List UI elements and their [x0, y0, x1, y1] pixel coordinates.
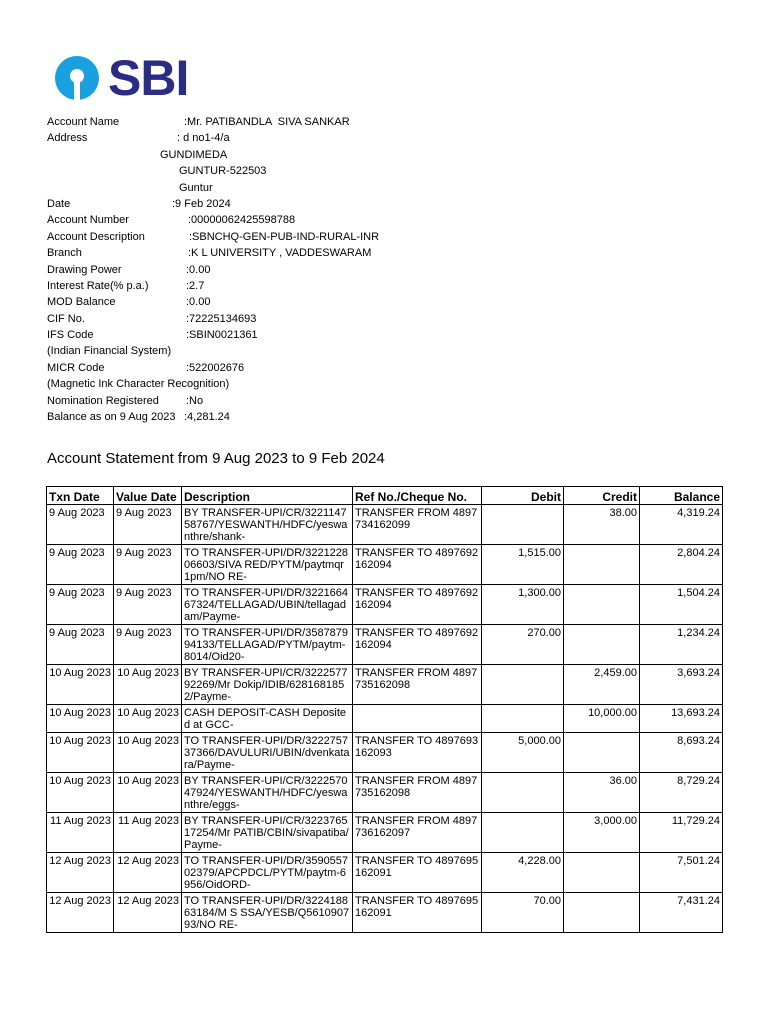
cell-debit: 4,228.00 [482, 853, 564, 893]
info-value: :0.00 [186, 263, 211, 276]
cell-value-date: 10 Aug 2023 [114, 705, 182, 733]
cell-debit [482, 773, 564, 813]
cell-ref-no: TRANSFER FROM 4897734162099 [353, 505, 482, 545]
cell-debit: 5,000.00 [482, 733, 564, 773]
cell-description: TO TRANSFER-UPI/DR/358787994133/TELLAGAD/PYTM/paytm-8014/Oid20- [182, 625, 353, 665]
info-value: :No [186, 394, 204, 407]
cell-txn-date: 10 Aug 2023 [47, 705, 114, 733]
table-row [47, 773, 723, 813]
cell-txn-date: 9 Aug 2023 [47, 505, 114, 545]
info-label: Nomination Registered [47, 394, 159, 407]
info-value: :Mr. PATIBANDLA SIVA SANKAR [184, 116, 350, 128]
info-value: :4,281.24 [184, 411, 230, 424]
cell-debit: 1,300.00 [482, 585, 564, 625]
cell-balance: 8,729.24 [640, 773, 723, 813]
cell-ref-no: TRANSFER FROM 4897736162097 [353, 813, 482, 853]
info-label: Account Name [47, 116, 120, 128]
cell-value-date: 10 Aug 2023 [114, 665, 182, 705]
cell-ref-no: TRANSFER TO 4897692162094 [353, 625, 482, 665]
cell-credit: 36.00 [564, 773, 640, 813]
info-value: GUNTUR-522503 [179, 165, 267, 178]
header-credit: Credit [564, 487, 640, 505]
cell-txn-date: 10 Aug 2023 [47, 773, 114, 813]
header-value-date: Value Date [114, 487, 182, 505]
header-balance: Balance [640, 487, 723, 505]
cell-debit: 1,515.00 [482, 545, 564, 585]
cell-txn-date: 12 Aug 2023 [47, 893, 114, 933]
header-description: Description [182, 487, 353, 505]
transactions-table [46, 486, 723, 933]
table-header-row [47, 487, 723, 505]
cell-description: CASH DEPOSIT-CASH Deposited at GCC- [182, 705, 353, 733]
cell-debit: 270.00 [482, 625, 564, 665]
cell-credit: 3,000.00 [564, 813, 640, 853]
cell-debit [482, 665, 564, 705]
table-row [47, 665, 723, 705]
table-row [47, 705, 723, 733]
cell-value-date: 9 Aug 2023 [114, 545, 182, 585]
cell-balance: 13,693.24 [640, 705, 723, 733]
cell-ref-no: TRANSFER TO 4897692162094 [353, 545, 482, 585]
cell-balance: 4,319.24 [640, 505, 723, 545]
cell-debit [482, 505, 564, 545]
table-row [47, 545, 723, 585]
cell-description: TO TRANSFER-UPI/DR/322275737366/DAVULURI/UBIN/dvenkatara/Payme- [182, 733, 353, 773]
cell-ref-no: TRANSFER TO 4897693162093 [353, 733, 482, 773]
cell-value-date: 9 Aug 2023 [114, 585, 182, 625]
cell-balance: 7,501.24 [640, 853, 723, 893]
info-label: Drawing Power [47, 263, 122, 276]
info-value: :SBNCHQ-GEN-PUB-IND-RURAL-INR [189, 230, 380, 243]
info-value: Guntur [179, 181, 213, 194]
cell-balance: 11,729.24 [640, 813, 723, 853]
cell-balance: 1,234.24 [640, 625, 723, 665]
cell-value-date: 10 Aug 2023 [114, 773, 182, 813]
info-label: IFS Code [47, 329, 94, 342]
cell-credit: 38.00 [564, 505, 640, 545]
cell-debit [482, 705, 564, 733]
cell-ref-no [353, 705, 482, 733]
cell-value-date: 11 Aug 2023 [114, 813, 182, 853]
table-row [47, 893, 723, 933]
info-value: :K L UNIVERSITY , VADDESWARAM [188, 247, 372, 260]
info-label: Balance as on 9 Aug 2023 [47, 411, 176, 424]
cell-credit: 10,000.00 [564, 705, 640, 733]
cell-balance: 7,431.24 [640, 893, 723, 933]
header-txn-date: Txn Date [47, 487, 114, 505]
cell-value-date: 12 Aug 2023 [114, 893, 182, 933]
cell-ref-no: TRANSFER TO 4897695162091 [353, 893, 482, 933]
info-value: :00000062425598788 [188, 214, 296, 227]
table-row [47, 585, 723, 625]
info-value: :9 Feb 2024 [172, 197, 231, 210]
cell-debit [482, 813, 564, 853]
cell-description: BY TRANSFER-UPI/CR/322376517254/Mr PATIB/CBIN/sivapatiba/Payme- [182, 813, 353, 853]
sbi-logo [54, 52, 204, 104]
header-debit: Debit [482, 487, 564, 505]
table-row [47, 733, 723, 773]
cell-description: TO TRANSFER-UPI/DR/322166467324/TELLAGAD/UBIN/tellagadam/Payme- [182, 585, 353, 625]
cell-ref-no: TRANSFER FROM 4897735162098 [353, 773, 482, 813]
info-value: :72225134693 [186, 312, 257, 325]
info-label: CIF No. [47, 312, 85, 325]
cell-txn-date: 12 Aug 2023 [47, 853, 114, 893]
info-value: GUNDIMEDA [160, 148, 228, 161]
info-label: Account Description [47, 230, 145, 243]
cell-description: TO TRANSFER-UPI/DR/359055702379/APCPDCL/PYTM/paytm-6956/OidORD- [182, 853, 353, 893]
cell-value-date: 9 Aug 2023 [114, 505, 182, 545]
cell-credit [564, 585, 640, 625]
cell-credit [564, 893, 640, 933]
info-label: Interest Rate(% p.a.) [47, 279, 149, 292]
cell-credit [564, 625, 640, 665]
cell-ref-no: TRANSFER TO 4897692162094 [353, 585, 482, 625]
cell-description: TO TRANSFER-UPI/DR/322418863184/M S SSA/YESB/Q561090793/NO RE- [182, 893, 353, 933]
info-label: (Indian Financial System) [47, 345, 172, 358]
cell-txn-date: 9 Aug 2023 [47, 545, 114, 585]
table-row [47, 853, 723, 893]
header-ref-no: Ref No./Cheque No. [353, 487, 482, 505]
table-row [47, 505, 723, 545]
cell-txn-date: 10 Aug 2023 [47, 665, 114, 705]
cell-txn-date: 9 Aug 2023 [47, 625, 114, 665]
info-value: :2.7 [186, 279, 205, 292]
info-label: Branch [47, 247, 82, 260]
info-label: (Magnetic Ink Character Recognition) [47, 378, 230, 391]
info-label: Date [47, 197, 71, 210]
info-value: :522002676 [186, 361, 245, 374]
info-label: MICR Code [47, 361, 105, 374]
cell-txn-date: 11 Aug 2023 [47, 813, 114, 853]
cell-credit [564, 545, 640, 585]
info-label: Account Number [47, 214, 129, 227]
table-row [47, 625, 723, 665]
info-label: MOD Balance [47, 296, 116, 309]
cell-ref-no: TRANSFER TO 4897695162091 [353, 853, 482, 893]
cell-txn-date: 10 Aug 2023 [47, 733, 114, 773]
cell-description: BY TRANSFER-UPI/CR/322257792269/Mr Dokip/IDIB/6281681852/Payme- [182, 665, 353, 705]
cell-balance: 8,693.24 [640, 733, 723, 773]
cell-value-date: 10 Aug 2023 [114, 733, 182, 773]
cell-balance: 2,804.24 [640, 545, 723, 585]
cell-txn-date: 9 Aug 2023 [47, 585, 114, 625]
info-value: : d no1-4/a [177, 132, 230, 145]
bank-brand-name: SBI [108, 50, 189, 106]
cell-credit: 2,459.00 [564, 665, 640, 705]
cell-description: BY TRANSFER-UPI/CR/322114758767/YESWANTH/HDFC/yeswanthre/shank- [182, 505, 353, 545]
cell-description: TO TRANSFER-UPI/DR/322122806603/SIVA RED/PYTM/paytmqr1pm/NO RE- [182, 545, 353, 585]
cell-description: BY TRANSFER-UPI/CR/322257047924/YESWANTH/HDFC/yeswanthre/eggs- [182, 773, 353, 813]
sbi-keyhole-icon [54, 55, 100, 101]
cell-debit: 70.00 [482, 893, 564, 933]
info-label: Address [47, 132, 88, 145]
statement-title: Account Statement from 9 Aug 2023 to 9 Feb 2024 [47, 450, 385, 467]
info-value: :SBIN0021361 [186, 329, 258, 342]
cell-value-date: 9 Aug 2023 [114, 625, 182, 665]
cell-credit [564, 853, 640, 893]
info-value: :0.00 [186, 296, 211, 309]
cell-balance: 3,693.24 [640, 665, 723, 705]
cell-value-date: 12 Aug 2023 [114, 853, 182, 893]
cell-credit [564, 733, 640, 773]
table-row [47, 813, 723, 853]
cell-ref-no: TRANSFER FROM 4897735162098 [353, 665, 482, 705]
cell-balance: 1,504.24 [640, 585, 723, 625]
